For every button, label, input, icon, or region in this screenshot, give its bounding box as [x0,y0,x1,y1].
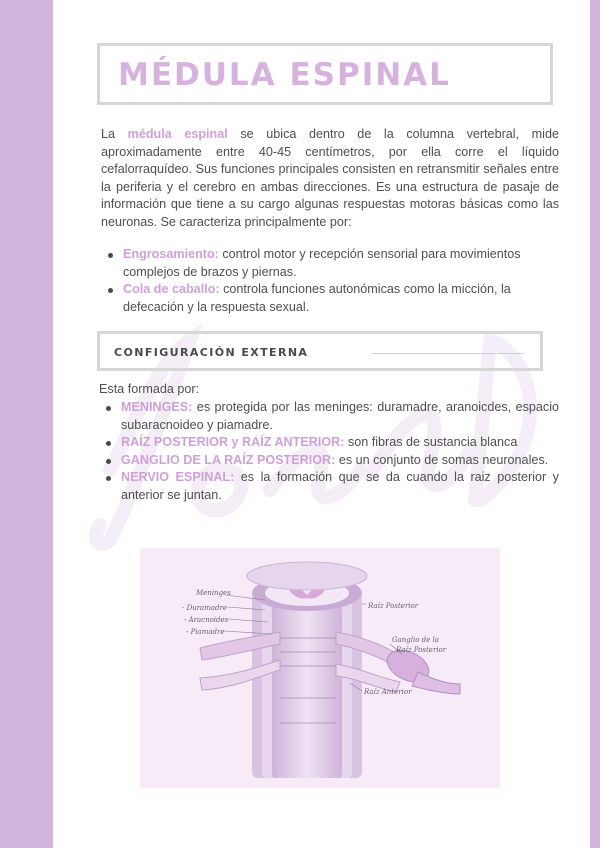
part-text: son fibras de sustancia blanca [344,435,518,449]
intro-paragraph [101,126,559,231]
label-duramadre: - Duramadre [182,604,228,612]
part-text: es un conjunto de somas neuronales. [335,452,549,467]
label-ganglio-line1: Ganglio de la [392,636,439,644]
spinal-cord-illustration [140,548,500,788]
section-divider [372,353,524,354]
feature-text: control motor y recepción sensorial para movimientos complejos de brazos y piernas. [123,247,521,279]
parts-list [99,399,559,504]
bullet-icon [106,476,111,481]
right-decorative-band [590,0,600,848]
list-item [99,469,559,504]
vertebra-top [247,562,367,590]
label-aracnoides: - Aracnoides [184,616,229,624]
list-item [99,399,559,434]
feature-term: Cola de caballo: [123,282,220,296]
spinal-cord-body [272,603,342,778]
page-title: MÉDULA ESPINAL [118,57,451,93]
label-meninges: Meninges [196,589,231,597]
bullet-icon [108,288,113,293]
section-title: CONFIGURACIÓN EXTERNA [114,346,309,359]
label-raiz-anterior: Raíz Anterior [364,688,412,696]
spinal-cord-drawing [140,548,500,788]
label-piamadre: - Piamadre [186,628,225,636]
formada-label: Esta formada por: [99,382,200,396]
feature-text: controla funciones autonómicas como la micción, la defecación y la respuesta sexual. [123,282,511,314]
bullet-icon [108,253,113,258]
list-item [101,246,559,281]
label-raiz-posterior: Raíz Posterior [368,602,419,610]
part-term: NERVIO ESPINAL: [121,470,235,484]
part-term: MENINGES: [121,400,193,414]
list-item [101,281,559,316]
part-term: RAÍZ POSTERIOR y RAÍZ ANTERIOR: [121,435,345,449]
feature-list [101,246,559,316]
feature-term: Engrosamiento: [123,247,219,261]
part-text: es protegida por las meninges: duramadre, aranoicdes, espacio subaracnoideo y piamadre. [121,400,559,432]
list-item [99,434,559,452]
spinal-nerve [412,672,460,694]
label-ganglio-line2: Raíz Posterior [396,646,447,654]
bullet-icon [106,441,111,446]
part-term: GANGLIO DE LA RAÍZ POSTERIOR: [121,452,336,467]
intro-highlight: médula espinal [127,127,228,141]
title-frame [97,43,553,105]
bullet-icon [106,406,111,411]
intro-text-start: La [101,127,128,141]
left-decorative-band [0,0,53,848]
section-header-frame [97,331,543,371]
list-item [99,452,559,470]
bullet-icon [106,459,111,464]
intro-text-rest: se ubica dentro de la columna vertebral, mide aproximadamente entre 40-45 centímetros, por ella corre el líquido cefalorraquídeo. Sus funciones principales consisten en retransmitir señales entre la periferia y el cerebro en ambas direcciones. Es una estructura de pasaje de información que tiene a su cargo algunas respuestas motoras básicas como las neuronas. Se caracteriza principalmente por: [101,127,559,229]
part-text: es la formación que se da cuando la raiz posterior y anterior se juntan. [121,470,559,502]
